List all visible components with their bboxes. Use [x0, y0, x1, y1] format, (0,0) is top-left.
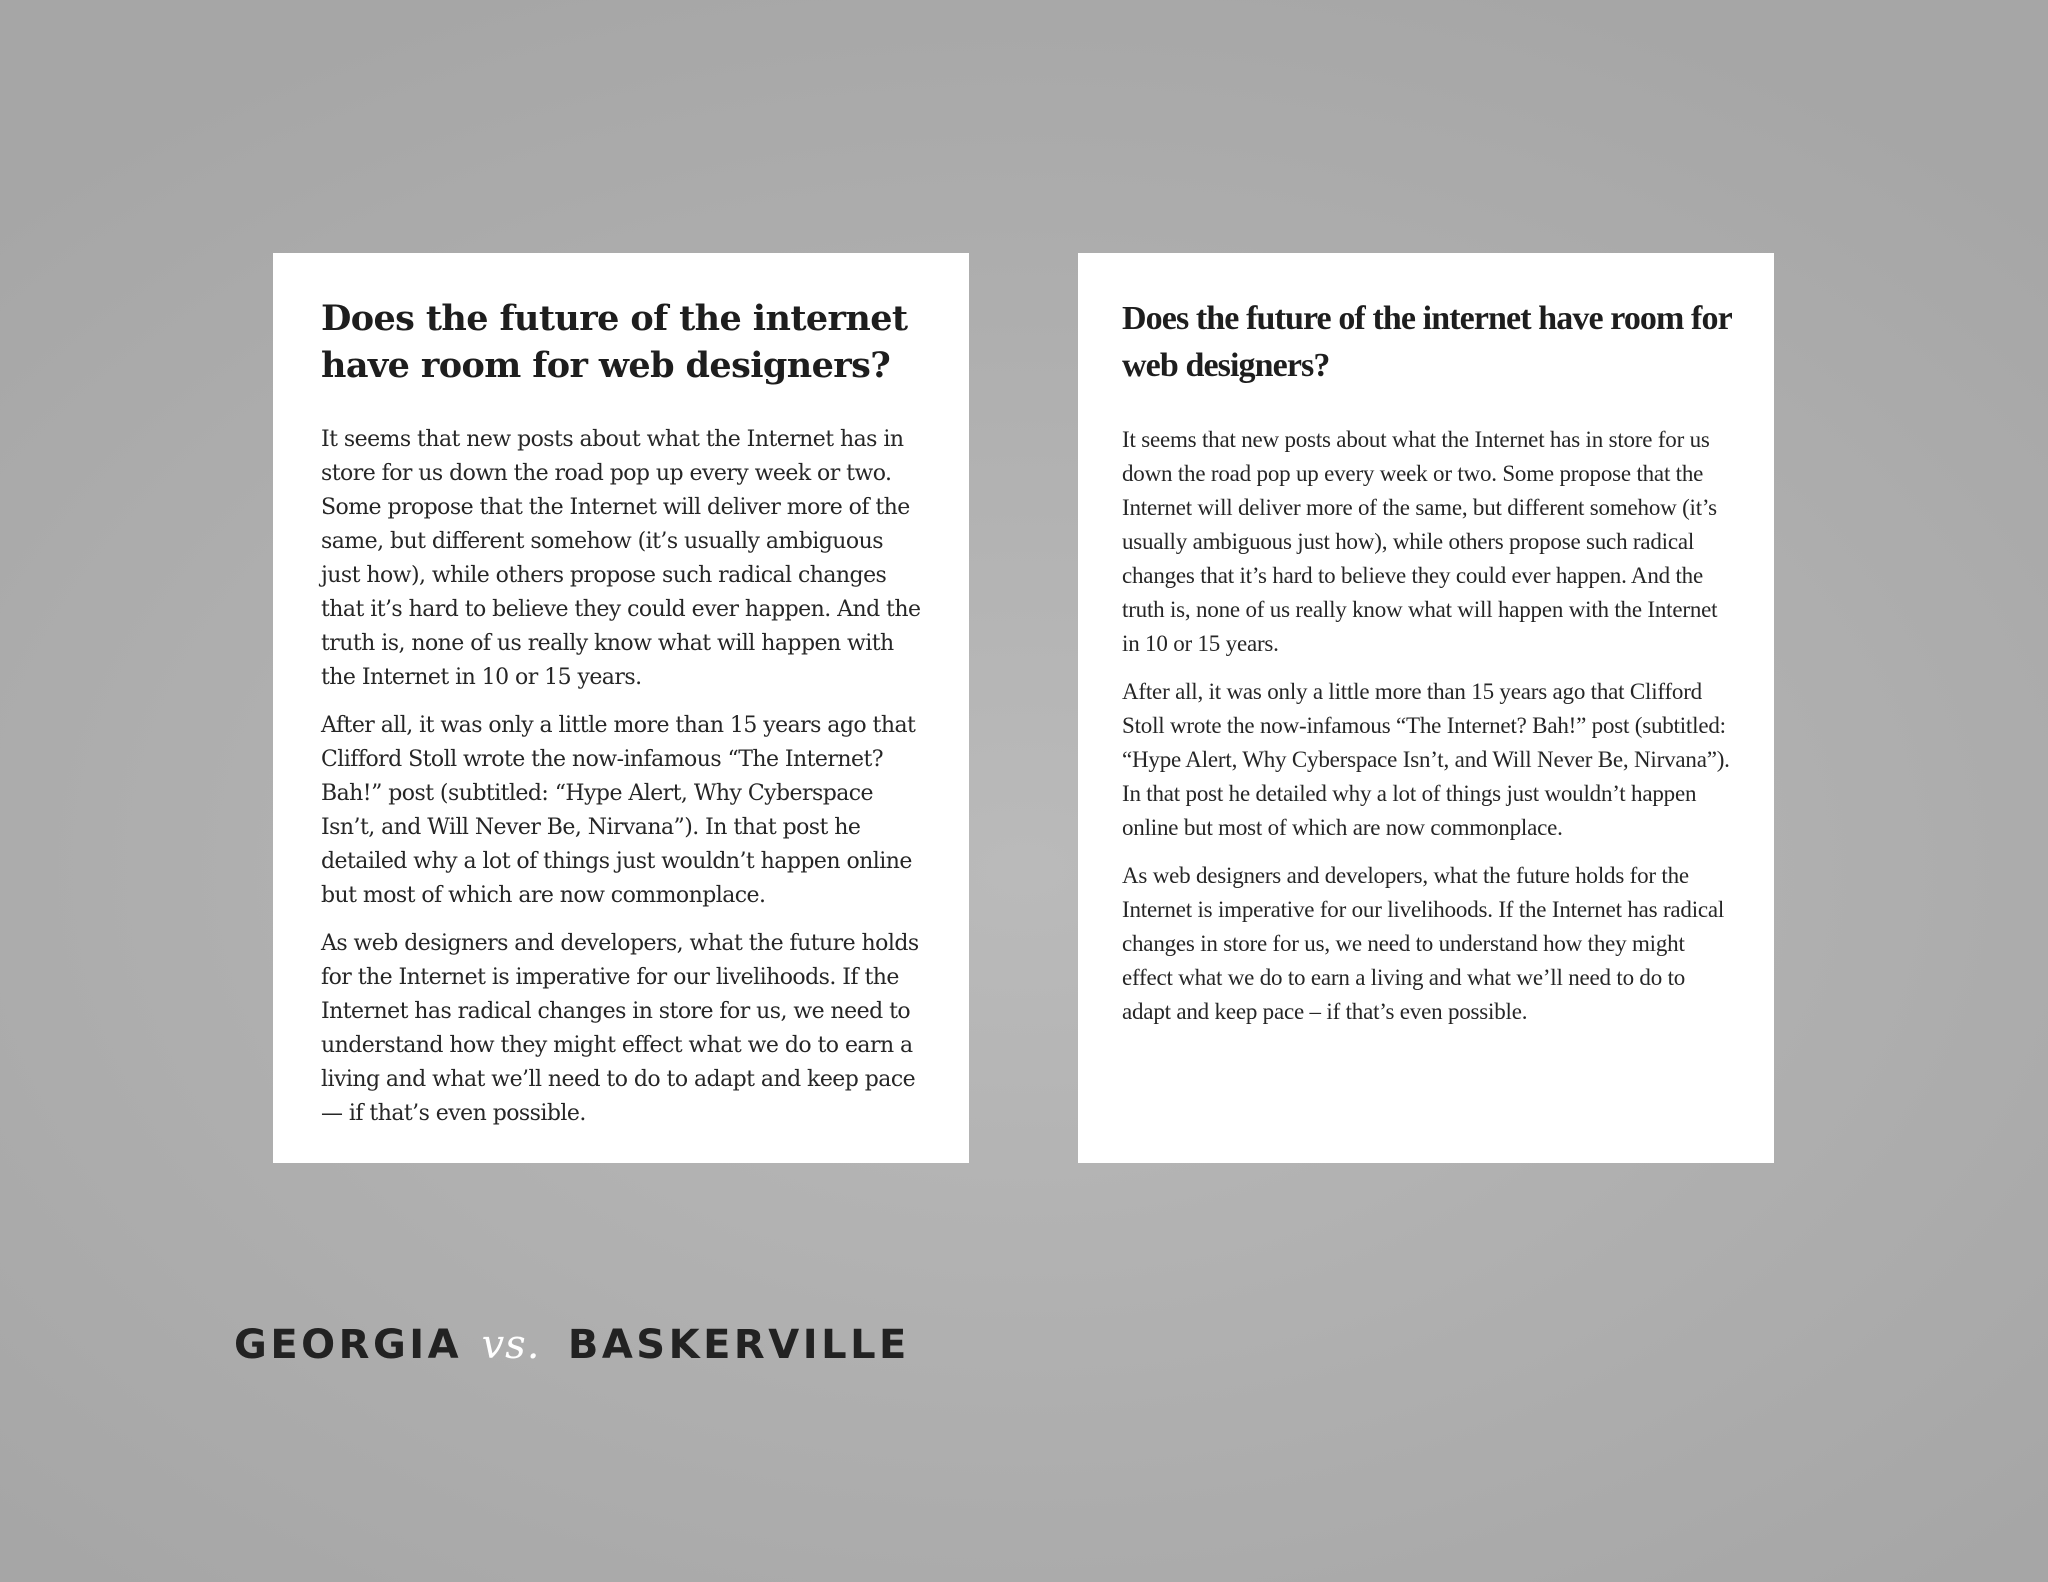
baskerville-card-title: Does the future of the internet have room for web designers?: [1122, 300, 1732, 384]
baskerville-paragraph-1: It seems that new posts about what the Internet has in store for us down the road pop up every week or two. Some propose that the Internet will deliver more of the same, but different somehow (it’s usually ambiguous just how), while others propose such radical changes that it’s hard to believe they could ever happen. And the truth is, none of us really know what will happen with the Internet in 10 or 15 years.: [1122, 427, 1718, 656]
caption-georgia: GEORGIA: [234, 1322, 463, 1368]
georgia-sample-card: [273, 253, 969, 1163]
comparison-caption: [234, 1322, 910, 1368]
caption-vs: vs.: [481, 1322, 541, 1368]
baskerville-paragraph-2: After all, it was only a little more than 15 years ago that Clifford Stoll wrote the now-infamous “The Internet? Bah!” post (subtitled: “Hype Alert, Why Cyberspace Isn’t, and Will Never Be, Nirvana”). In that post he detailed why a lot of things just wouldn’t happen online but most of which are now commonplace.: [1122, 679, 1730, 840]
baskerville-sample-card: [1078, 253, 1774, 1163]
georgia-card-title: Does the future of the internet have room for web designers?: [321, 298, 908, 386]
caption-baskerville: BASKERVILLE: [567, 1322, 910, 1368]
georgia-paragraph-3: As web designers and developers, what the future holds for the Internet is imperative for our livelihoods. If the Internet has radical changes in store for us, we need to understand how they might effect what we do to earn a living and what we’ll need to do to adapt and keep pace — if that’s even possible.: [321, 931, 919, 1126]
georgia-paragraph-2: After all, it was only a little more than 15 years ago that Clifford Stoll wrote the now-infamous “The Internet? Bah!” post (subtitled: “Hype Alert, Why Cyberspace Isn’t, and Will Never Be, Nirvana”). In that post he detailed why a lot of things just wouldn’t happen online but most of which are now commonplace.: [321, 713, 916, 908]
baskerville-paragraph-3: As web designers and developers, what the future holds for the Internet is imperative for our livelihoods. If the Internet has radical changes in store for us, we need to understand how they might effect what we do to earn a living and what we’ll need to do to adapt and keep pace – if that’s even possible.: [1122, 863, 1725, 1024]
georgia-paragraph-1: It seems that new posts about what the Internet has in store for us down the road pop up every week or two. Some propose that the Internet will deliver more of the same, but different somehow (it’s usually ambiguous just how), while others propose such radical changes that it’s hard to believe they could ever happen. And the truth is, none of us really know what will happen with the Internet in 10 or 15 years.: [321, 427, 921, 690]
